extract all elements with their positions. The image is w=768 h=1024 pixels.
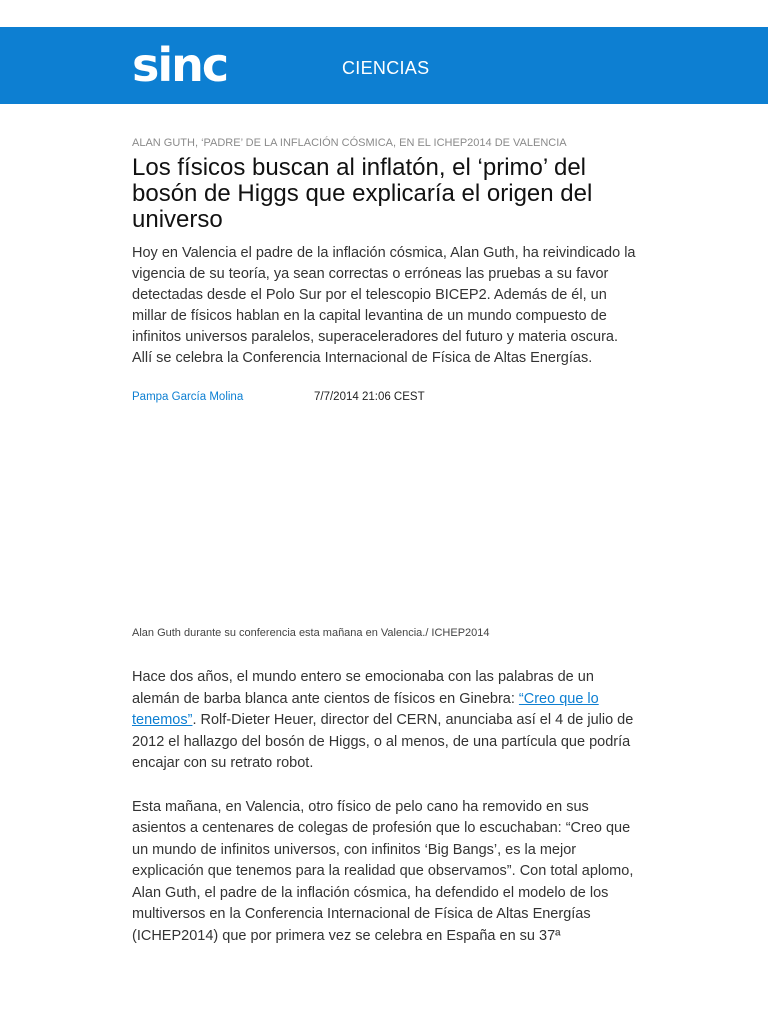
section-label[interactable]: CIENCIAS [342,58,430,78]
article-body [132,667,638,969]
publish-date: 7/7/2014 21:06 CEST [314,391,425,403]
article-lead: Hoy en Valencia el padre de la inflación cósmica, Alan Guth, ha reivindicado la vigencia de su teoría, ya sean correctas o erróneas las pruebas a su favor detectadas desde el Polo Sur por el telescopio BICEP2. Además de él, un millar de físicos hablan en la capital levantina de un mundo compuesto de infinitos universos paralelos, superaceleradores del futuro y materia oscura. Allí se celebra la Conferencia Internacional de Física de Altas Energías. [132,245,636,366]
quote-link[interactable]: “Creo que lo tenemos” [132,690,599,728]
article-meta [132,389,638,405]
body-paragraph [132,667,638,775]
article-kicker: ALAN GUTH, ‘PADRE’ DE LA INFLACIÓN CÓSMICA, EN EL ICHEP2014 DE VALENCIA [132,137,567,149]
image-caption: Alan Guth durante su conferencia esta mañana en Valencia./ ICHEP2014 [132,627,490,639]
sinc-logo[interactable]: sinc [132,38,228,92]
article-intro [132,136,638,405]
body-paragraph: Esta mañana, en Valencia, otro físico de pelo cano ha removido en sus asientos a centenares de colegas de profesión que lo escuchaban: “Creo que un mundo de infinitos universos, con infinitos ‘Big Bangs’, es la mejor explicación que tenemos para la realidad que observamos”. Con total aplomo, Alan Guth, el padre de la inflación cósmica, ha defendido el modelo de los multiversos en la Conferencia Internacional de Física de Altas Energías (ICHEP2014) que por primera vez se celebra en España en su 37ª [132,798,634,944]
site-header [0,27,768,104]
author-link[interactable]: Pampa García Molina [132,391,244,403]
paragraph-text: Hace dos años, el mundo entero se emocionaba con las palabras de un alemán de barba blanca ante cientos de físicos en Ginebra: [132,669,594,707]
article-headline: Los físicos buscan al inflatón, el ‘primo’ del bosón de Higgs que explicaría el origen del universo [132,154,593,233]
paragraph-text: . Rolf-Dieter Heuer, director del CERN, anunciaba así el 4 de julio de 2012 el hallazgo del bosón de Higgs, o al menos, de una partícula que podría encajar con su retrato robot. [132,712,634,771]
